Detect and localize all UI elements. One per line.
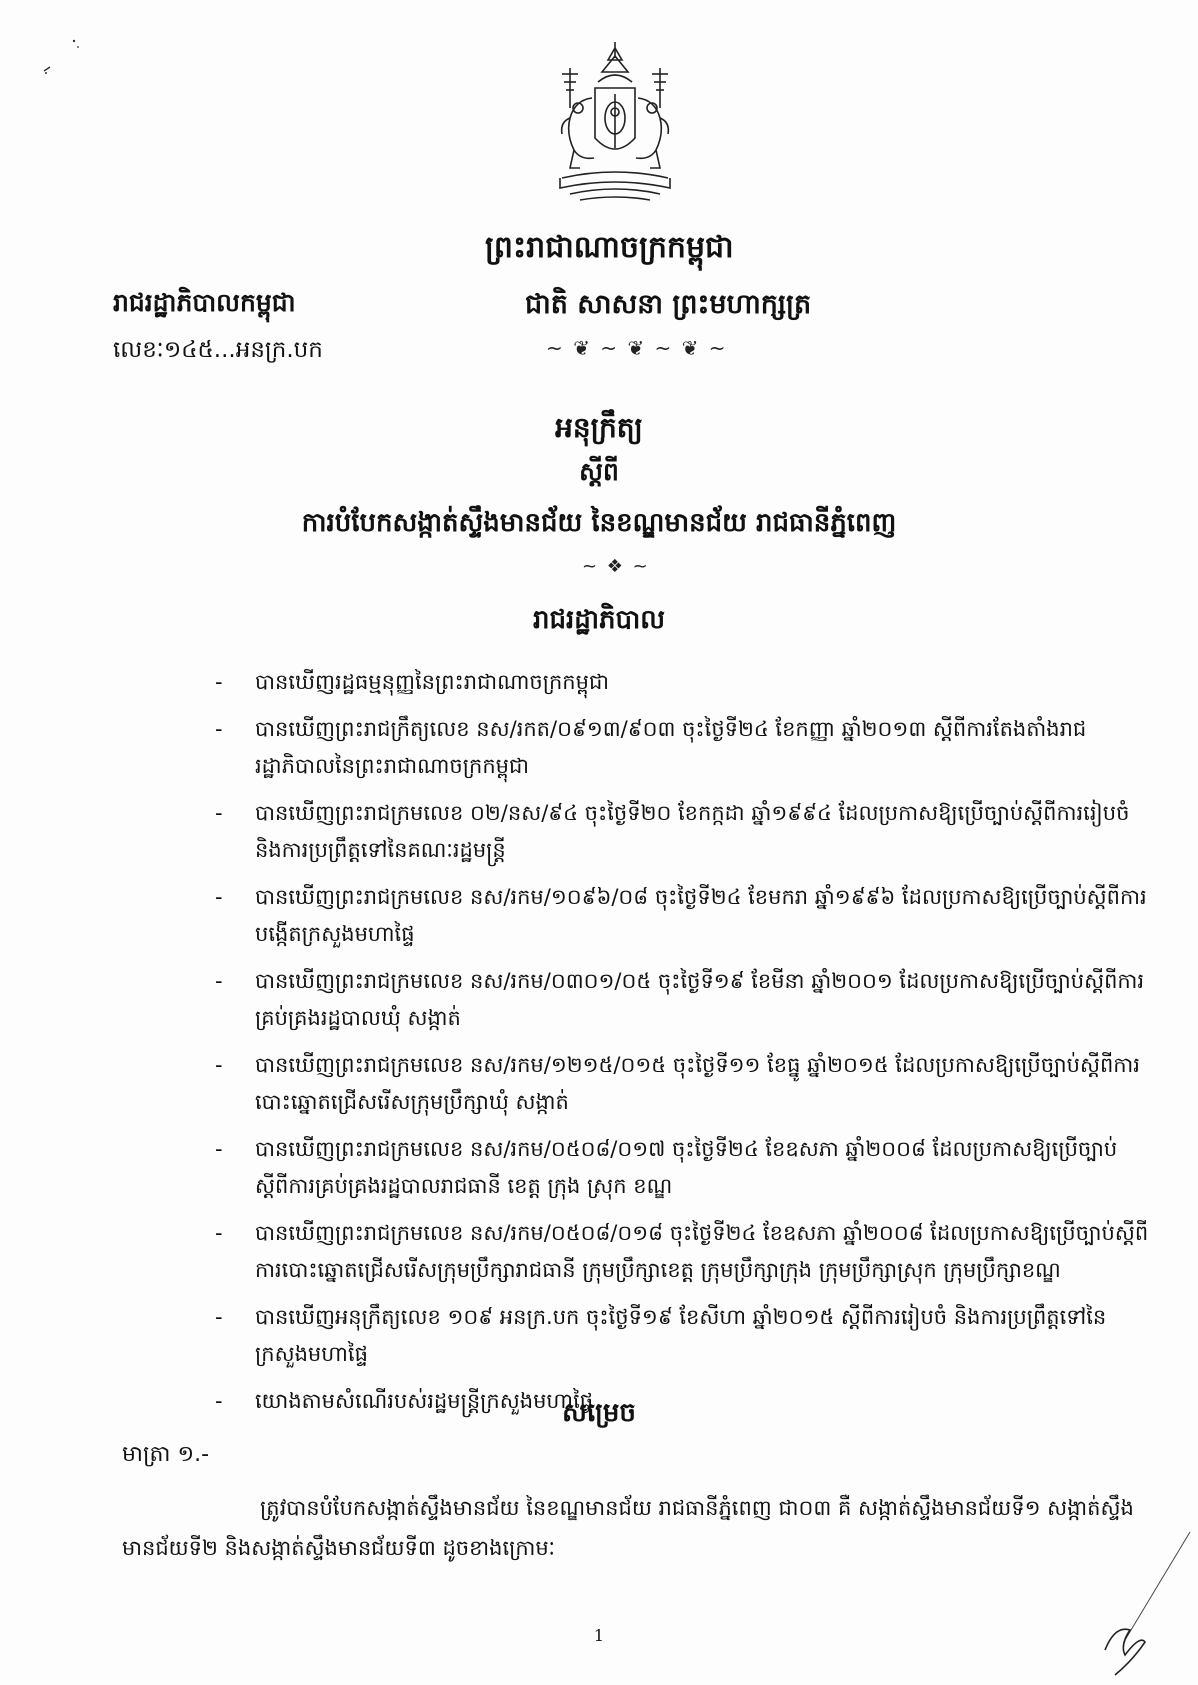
consideration-text: បានឃើញព្រះរាជក្រឹត្យលេខ នស/រកត/០៩១៣/៩០៣ ចុះថ្ងៃទី២៤ ខែកញ្ញា ឆ្នាំ២០១៣ ស្តីពីការតែងតាំងរាជរដ្ឋាភិបាលនៃព្រះរាជាណាចក្រកម្ពុជា [255, 717, 1087, 778]
list-dash: - [215, 1053, 223, 1077]
list-dash: - [215, 1221, 223, 1245]
list-dash: - [215, 801, 223, 825]
list-item [215, 1131, 1150, 1205]
considerations-list [215, 664, 1150, 1430]
list-dash: - [215, 670, 223, 694]
list-item [215, 1215, 1150, 1289]
scan-specks [40, 25, 80, 85]
government-name: រាជរដ្ឋាភិបាលកម្ពុជា [113, 288, 296, 317]
consideration-text: បានឃើញព្រះរាជក្រមលេខ នស/រកម/០៣០១/០៥ ចុះថ្ងៃទី១៩ ខែមីនា ឆ្នាំ២០០១ ដែលប្រកាសឱ្យប្រើច្បាប់ស្តីពីការគ្រប់គ្រងរដ្ឋបាលឃុំ សង្កាត់ [255, 969, 1145, 1030]
royal-coat-of-arms-icon [540, 38, 690, 213]
list-item [215, 1299, 1150, 1373]
list-dash: - [215, 1389, 223, 1413]
list-item [215, 879, 1150, 953]
consideration-text: បានឃើញព្រះរាជក្រមលេខ ០២/នស/៩៤ ចុះថ្ងៃទី២០ ខែកក្កដា ឆ្នាំ១៩៩៤ ដែលប្រកាសឱ្យប្រើច្បាប់ស្តីពីការរៀបចំ និងការប្រព្រឹត្តទៅនៃគណៈរដ្ឋមន្ត្រី [255, 801, 1130, 862]
document-about: ស្តីពី [579, 457, 619, 486]
article-label: មាត្រា ១.- [122, 1442, 210, 1467]
consideration-text: បានឃើញព្រះរាជក្រមលេខ នស/រកម/០៥០៨/០១៨ ចុះថ្ងៃទី២៤ ខែឧសភា ឆ្នាំ២០០៨ ដែលប្រកាសឱ្យប្រើច្បាប់ស្តីពីការបោះឆ្នោតជ្រើសរើសក្រុមប្រឹក្សារាជធានី ក្រុមប្រឹក្សាខេត្ត ក្រុមប្រឹក្សាក្រុង ក្រុមប្រឹក្សាស្រុក ក្រុមប្រឹក្សាខណ្ឌ [255, 1221, 1149, 1282]
kingdom-title: ព្រះរាជាណាចក្រកម្ពុជា [485, 230, 734, 265]
national-motto: ជាតិ សាសនា ព្រះមហាក្សត្រ [525, 289, 812, 320]
issuer-heading: រាជរដ្ឋាភិបាល [532, 605, 666, 635]
decorative-ornament: ~ ❖ ~ [582, 556, 650, 577]
list-item [215, 795, 1150, 869]
page-number: 1 [593, 1626, 605, 1645]
signature-mark-icon [1085, 1530, 1195, 1680]
consideration-text: បានឃើញរដ្ឋធម្មនុញ្ញនៃព្រះរាជាណាចក្រកម្ពុជា [255, 670, 609, 694]
list-dash: - [215, 1305, 223, 1329]
consideration-text: បានឃើញព្រះរាជក្រមលេខ នស/រកម/១០៩៦/០៨ ចុះថ្ងៃទី២៤ ខែមករា ឆ្នាំ១៩៩៦ ដែលប្រកាសឱ្យប្រើច្បាប់ស្តីពីការបង្កើតក្រសួងមហាផ្ទៃ [255, 885, 1147, 946]
list-item [215, 1047, 1150, 1121]
document-number: លេខៈ១៤៥...អនក្រ.បក [113, 337, 323, 363]
list-item [215, 664, 1150, 701]
consideration-text: បានឃើញព្រះរាជក្រមលេខ នស/រកម/១២១៥/០១៥ ចុះថ្ងៃទី១១ ខែធ្នូ ឆ្នាំ២០១៥ ដែលប្រកាសឱ្យប្រើច្បាប់ស្តីពីការបោះឆ្នោតជ្រើសរើសក្រុមប្រឹក្សាឃុំ សង្កាត់ [255, 1053, 1140, 1114]
article-body: ត្រូវបានបំបែកសង្កាត់ស្ទឹងមានជ័យ នៃខណ្ឌមានជ័យ រាជធានីភ្នំពេញ ជា០៣ គឺ សង្កាត់ស្ទឹងមានជ័យទី១ សង្កាត់ស្ទឹងមានជ័យទី២ និងសង្កាត់ស្ទឹងមានជ័យទី៣ ដូចខាងក្រោមៈ [122, 1496, 1134, 1560]
list-dash: - [215, 717, 223, 741]
document-subject: ការបំបែកសង្កាត់ស្ទឹងមានជ័យ នៃខណ្ឌមានជ័យ រាជធានីភ្នំពេញ [301, 508, 897, 538]
list-dash: - [215, 885, 223, 909]
list-item [215, 963, 1150, 1037]
list-item [215, 711, 1150, 785]
decision-heading: សម្រេច [562, 1398, 636, 1428]
document-type: អនុក្រឹត្យ [555, 411, 643, 444]
list-dash: - [215, 969, 223, 993]
decorative-ornament: ~ ❦ ~ ❦ ~ ❦ ~ [546, 336, 728, 360]
consideration-text: បានឃើញអនុក្រឹត្យលេខ ១០៩ អនក្រ.បក ចុះថ្ងៃទី១៩ ខែសីហា ឆ្នាំ២០១៥ ស្តីពីការរៀបចំ និងការប្រព្រឹត្តទៅនៃក្រសួងមហាផ្ទៃ [255, 1305, 1107, 1366]
list-dash: - [215, 1137, 223, 1161]
consideration-text: យោងតាមសំណើរបស់រដ្ឋមន្ត្រីក្រសួងមហាផ្ទៃ [255, 1389, 594, 1413]
consideration-text: បានឃើញព្រះរាជក្រមលេខ នស/រកម/០៥០៨/០១៧ ចុះថ្ងៃទី២៤ ខែឧសភា ឆ្នាំ២០០៨ ដែលប្រកាសឱ្យប្រើច្បាប់ស្តីពីការគ្រប់គ្រងរដ្ឋបាលរាជធានី ខេត្ត ក្រុង ស្រុក ខណ្ឌ [255, 1137, 1118, 1198]
